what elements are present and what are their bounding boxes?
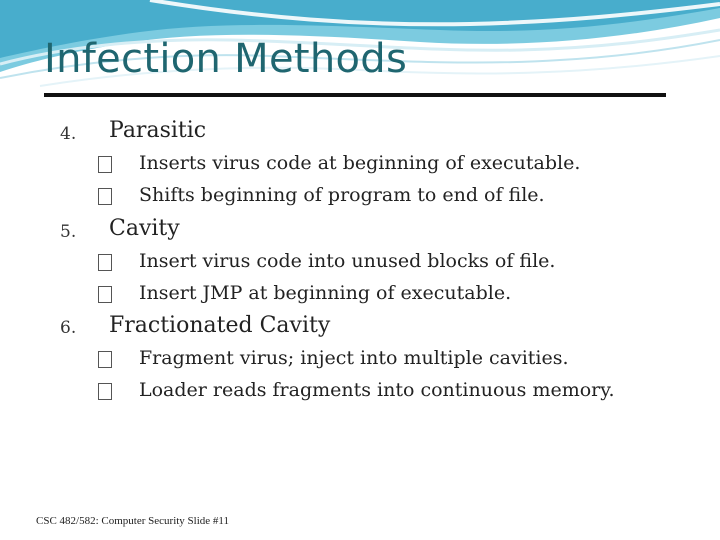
item-number: 4.	[60, 124, 77, 144]
square-bullet-icon	[98, 286, 112, 303]
item-title-parasitic: Parasitic	[109, 118, 207, 143]
bullet-text: Inserts virus code at beginning of executable.	[139, 152, 581, 174]
bullet-text: Insert virus code into unused blocks of file.	[139, 250, 556, 272]
square-bullet-icon	[98, 351, 112, 368]
slide-title: Infection Methods	[44, 36, 408, 82]
bullet-text: Loader reads fragments into continuous memory.	[139, 379, 615, 401]
square-bullet-icon	[98, 383, 112, 400]
bullet-text: Shifts beginning of program to end of file.	[139, 184, 545, 206]
item-title-fractionated-cavity: Fractionated Cavity	[109, 313, 331, 338]
square-bullet-icon	[98, 254, 112, 271]
square-bullet-icon	[98, 156, 112, 173]
item-number: 6.	[60, 318, 77, 338]
bullet-text: Insert JMP at beginning of executable.	[139, 282, 512, 304]
square-bullet-icon	[98, 188, 112, 205]
item-number: 5.	[60, 222, 77, 242]
slide-footer: CSC 482/582: Computer Security Slide #11	[36, 515, 230, 527]
item-title-cavity: Cavity	[109, 216, 180, 241]
bullet-text: Fragment virus; inject into multiple cavities.	[139, 347, 569, 369]
